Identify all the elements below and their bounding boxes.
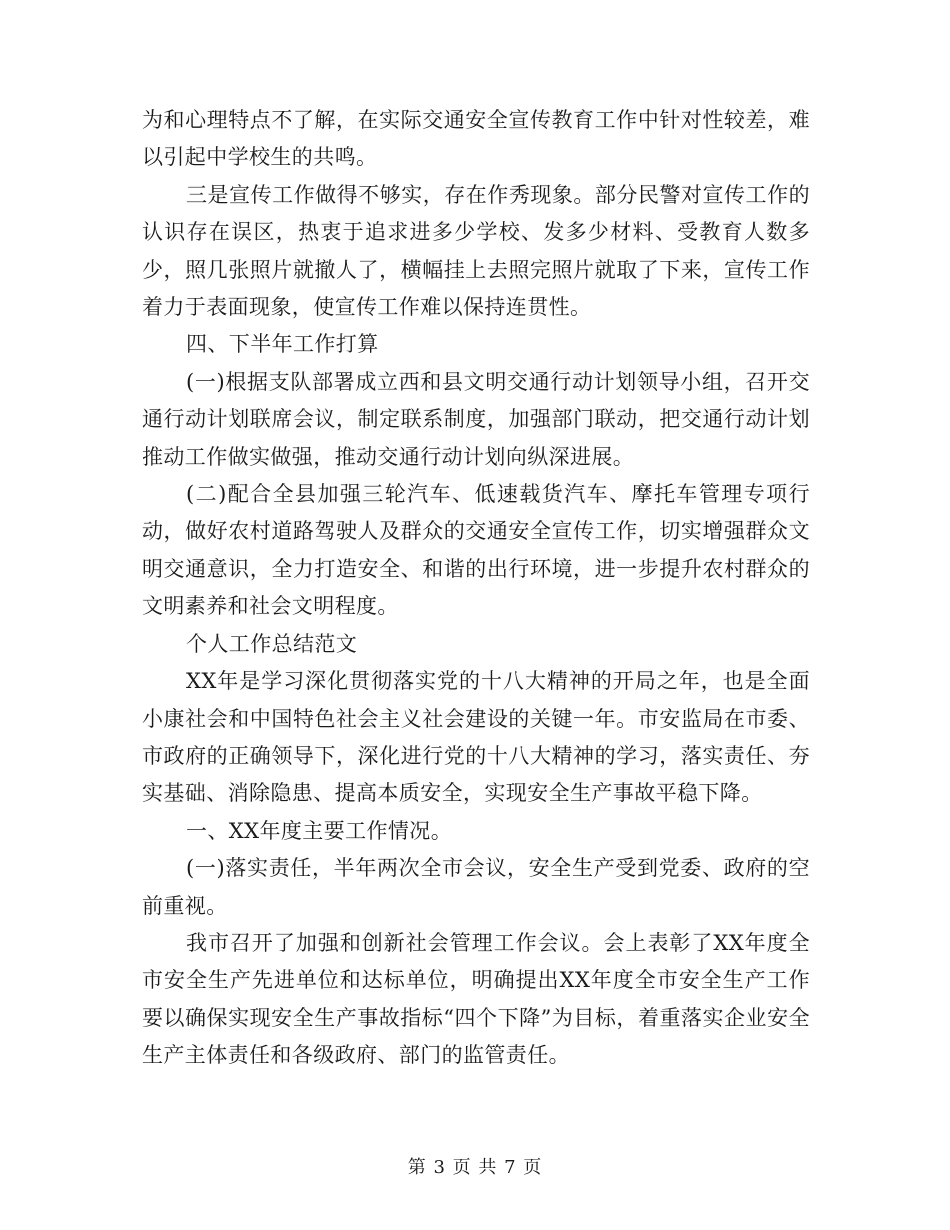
document-title: 个人工作总结范文: [186, 631, 358, 656]
page-number-footer: 第 3 页 共 7 页: [407, 1157, 543, 1178]
paragraph: 为和心理特点不了解，在实际交通安全宣传教育工作中针对性较差，难以引起中学校生的共鸣。: [142, 108, 810, 170]
section-heading: 四、下半年工作打算: [186, 332, 379, 357]
paragraph: (一)根据支队部署成立西和县文明交通行动计划领导小组，召开交通行动计划联席会议，制定联系制度，加强部门联动，把交通行动计划推动工作做实做强，推动交通行动计划向纵深进展。: [142, 369, 810, 469]
document-body: [142, 102, 810, 1075]
paragraph: (一)落实责任，半年两次全市会议，安全生产受到党委、政府的空前重视。: [142, 856, 810, 918]
section-heading: 一、XX年度主要工作情况。: [186, 818, 453, 843]
paragraph: 三是宣传工作做得不够实，存在作秀现象。部分民警对宣传工作的认识存在误区，热衷于追求进多少学校、发多少材料、受教育人数多少，照几张照片就撤人了，横幅挂上去照完照片就取了下来，宣传工作着力于表面现象，使宣传工作难以保持连贯性。: [142, 182, 810, 320]
paragraph: XX年是学习深化贯彻落实党的十八大精神的开局之年，也是全面小康社会和中国特色社会主义社会建设的关键一年。市安监局在市委、市政府的正确领导下，深化进行党的十八大精神的学习，落实责任、夯实基础、消除隐患、提高本质安全，实现安全生产事故平稳下降。: [142, 669, 810, 806]
paragraph: 我市召开了加强和创新社会管理工作会议。会上表彰了XX年度全市安全生产先进单位和达标单位，明确提出XX年度全市安全生产工作要以确保实现安全生产事故指标“四个下降”为目标，着重落实企业安全生产主体责任和各级政府、部门的监管责任。: [142, 930, 810, 1068]
paragraph: (二)配合全县加强三轮汽车、低速载货汽车、摩托车管理专项行动，做好农村道路驾驶人及群众的交通安全宣传工作，切实增强群众文明交通意识，全力打造安全、和谐的出行环境，进一步提升农村群众的文明素养和社会文明程度。: [142, 482, 810, 619]
